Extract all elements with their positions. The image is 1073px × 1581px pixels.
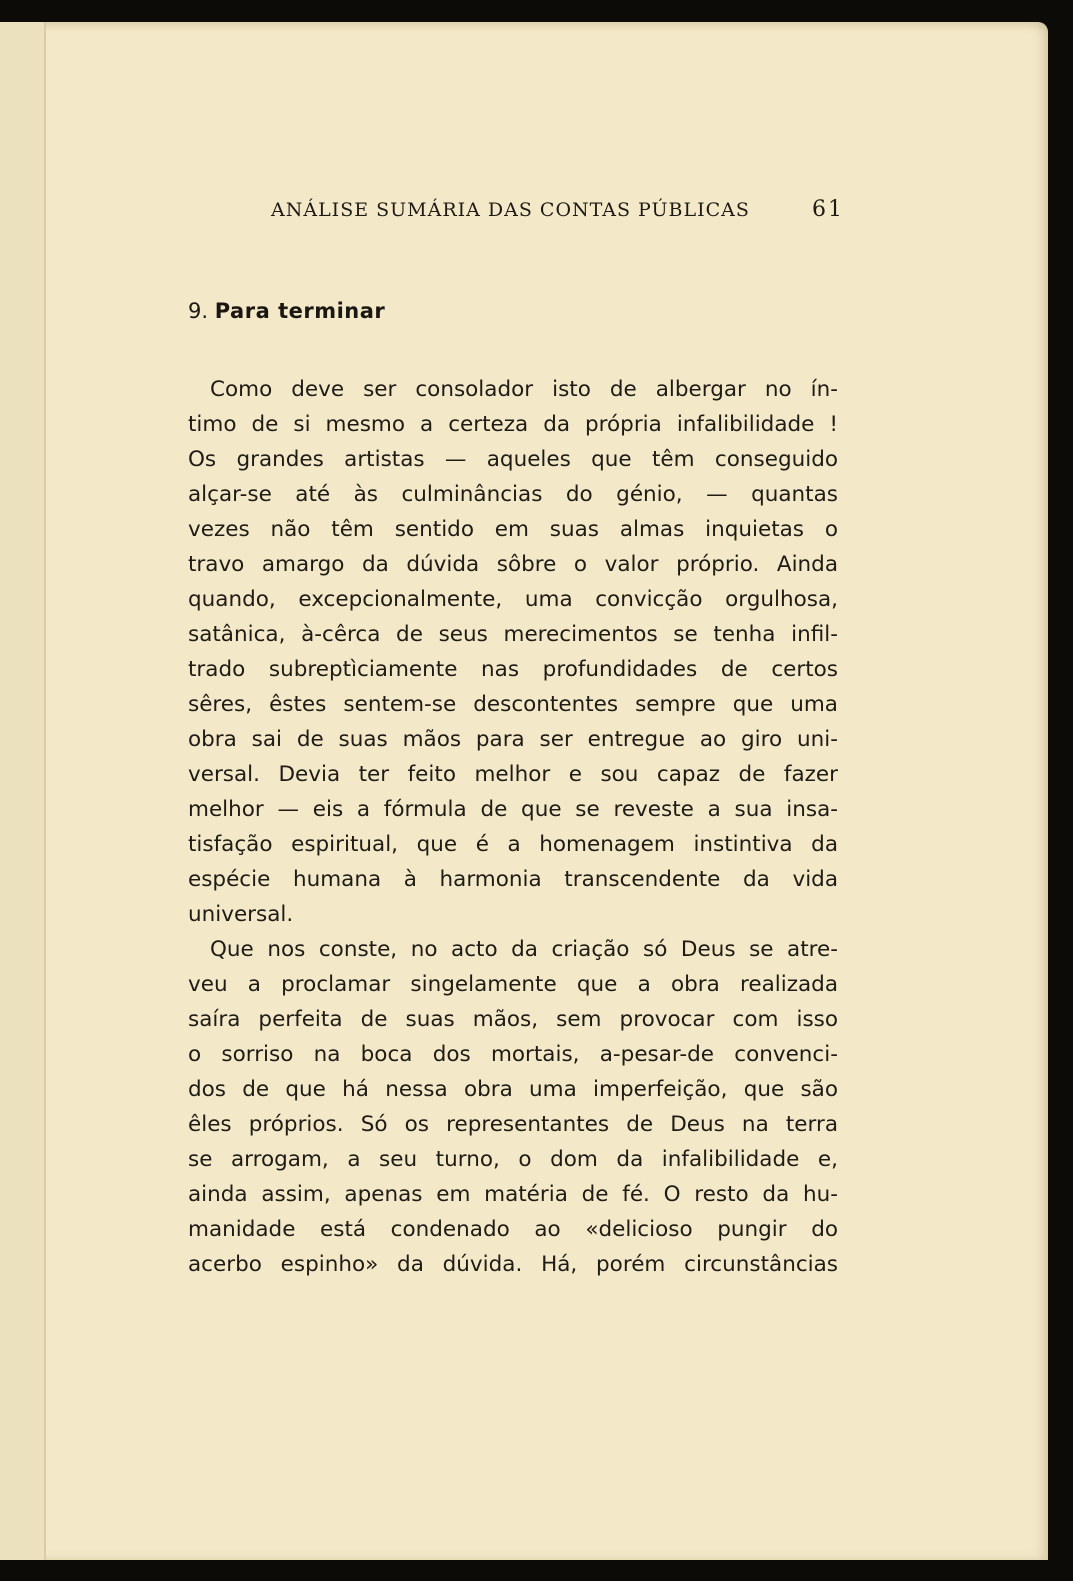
text-line: saíra perfeita de suas mãos, sem provocar com isso — [188, 1007, 838, 1032]
text-line: veu a proclamar singelamente que a obra realizada — [188, 972, 838, 997]
text-line: tisfação espiritual, que é a homenagem instintiva da — [188, 832, 838, 857]
text-line: Os grandes artistas — aqueles que têm conseguido — [188, 447, 838, 472]
running-head — [271, 199, 844, 229]
text-line: universal. — [188, 902, 294, 927]
text-line: trado subreptìciamente nas profundidades de certos — [188, 657, 838, 682]
text-line: alçar-se até às culminâncias do génio, — quantas — [188, 482, 838, 507]
text-line: dos de que há nessa obra uma imperfeição, que são — [188, 1077, 838, 1102]
text-line: o sorriso na boca dos mortais, a-pesar-de convenci- — [188, 1042, 838, 1067]
paragraph-1 — [188, 372, 838, 932]
text-line: versal. Devia ter feito melhor e sou capaz de fazer — [188, 762, 838, 787]
text-line: satânica, à-cêrca de seus merecimentos se tenha infil- — [188, 622, 838, 647]
text-line: timo de si mesmo a certeza da própria infalibilidade ! — [188, 412, 838, 437]
text-line: acerbo espinho» da dúvida. Há, porém circunstâncias — [188, 1252, 838, 1277]
text-line: Que nos conste, no acto da criação só Deus se atre- — [210, 937, 838, 962]
running-head-title: ANÁLISE SUMÁRIA DAS CONTAS PÚBLICAS — [271, 199, 750, 221]
text-line: espécie humana à harmonia transcendente da vida — [188, 867, 838, 892]
section-heading — [188, 299, 385, 323]
text-line: Como deve ser consolador isto de albergar no ín- — [210, 377, 838, 402]
body-text — [188, 372, 838, 1282]
text-line: se arrogam, a seu turno, o dom da infalibilidade e, — [188, 1147, 838, 1172]
text-line: obra sai de suas mãos para ser entregue ao giro uni- — [188, 727, 838, 752]
text-line: travo amargo da dúvida sôbre o valor próprio. Ainda — [188, 552, 838, 577]
text-line: êles próprios. Só os representantes de Deus na terra — [188, 1112, 838, 1137]
paragraph-2 — [188, 932, 838, 1282]
section-title: Para terminar — [214, 299, 386, 323]
page-gutter — [0, 22, 46, 1560]
text-line: ainda assim, apenas em matéria de fé. O resto da hu- — [188, 1182, 838, 1207]
text-line: sêres, êstes sentem-se descontentes sempre que uma — [188, 692, 838, 717]
section-number: 9. — [188, 299, 209, 323]
text-line: melhor — eis a fórmula de que se reveste a sua insa- — [188, 797, 838, 822]
text-line: vezes não têm sentido em suas almas inquietas o — [188, 517, 838, 542]
text-line: quando, excepcionalmente, uma convicção orgulhosa, — [188, 587, 838, 612]
page-number: 61 — [812, 197, 844, 222]
text-line: manidade está condenado ao «delicioso pungir do — [188, 1217, 838, 1242]
